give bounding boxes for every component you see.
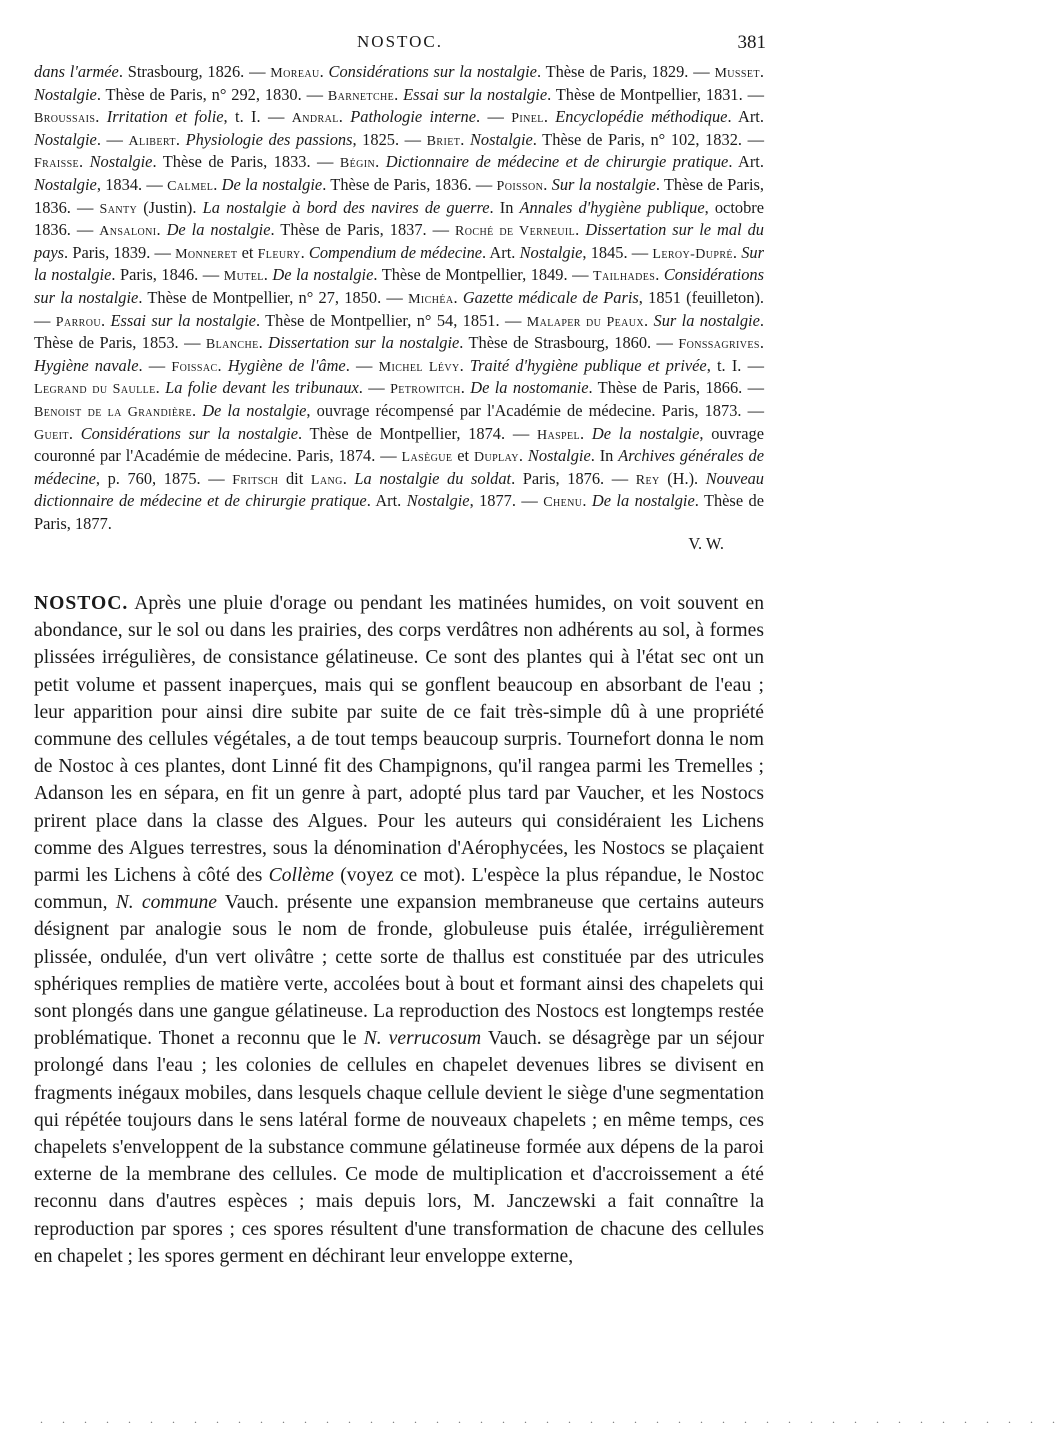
- bibliography-italic-run: Dictionnaire de médecine et de chirurgie pratique: [385, 152, 729, 172]
- bibliography-text-run: . In: [590, 446, 619, 466]
- bibliography-author-name: Pinel: [511, 111, 544, 127]
- bibliography-author-name: Parrou: [55, 314, 101, 330]
- bibliography-text-run: .: [263, 265, 273, 285]
- bibliography-author-name: Mutel: [223, 269, 264, 285]
- bibliography-author-name: Fritsch: [232, 472, 279, 488]
- bibliography-text-run: et: [237, 242, 258, 262]
- bibliography-author-name: Tailhades: [593, 269, 656, 285]
- bibliography-text-run: . Thèse de Paris, 1829. —: [536, 62, 715, 81]
- bibliography-italic-run: Encyclopédie méthodique: [555, 107, 728, 127]
- bibliography-text-run: .: [155, 378, 166, 398]
- bibliography-author-name: Fleury: [257, 246, 301, 262]
- bibliography-italic-run: La folie devant les tribunaux: [165, 378, 359, 398]
- bibliography-text-run: . In: [489, 197, 520, 217]
- bibliography-italic-run: Nostalgie: [34, 174, 97, 194]
- bibliography-author-name: Fraisse: [34, 156, 80, 172]
- bibliography-text-run: .: [759, 333, 764, 353]
- bibliography-text-run: .: [258, 333, 269, 353]
- bibliography-italic-run: Sur la nostalgie: [34, 242, 764, 285]
- article-text-run: Vauch. présente une expansion membraneuse que certains auteurs désignent par analogie sous le nom de fronde, globuleuse puis étalée, irrégulièrement plissée, ondulée, d'un vert olivâtre ; cette sorte de thallus est constituée par des utricules sphériques remplies de matière verte, accolées bout à bout et formant ainsi des chapelets qui sont plongés dans une gangue gélatineuse. La reproduction des Nostocs est longtemps restée problématique. Thonet a reconnu que le: [34, 892, 764, 1050]
- bibliography-text-run: .: [580, 423, 592, 443]
- bibliography-text-run: , 1845. —: [582, 242, 653, 262]
- bibliography-text-run: (H.).: [659, 468, 706, 488]
- bibliography-text-run: , ouvrage récompensé par l'Académie de médecine. Paris, 1873. —: [306, 400, 765, 420]
- bibliography-italic-run: Irritation et folie: [106, 107, 224, 127]
- bibliography-italic-run: dans l'armée: [34, 62, 119, 81]
- bibliography-author-name: Duplay: [473, 450, 519, 466]
- bibliography-italic-run: Nostalgie: [89, 152, 153, 172]
- bibliography-italic-run: Nostalgie: [527, 446, 591, 466]
- bibliography-text-run: , octobre 1836. —: [34, 197, 765, 240]
- bibliography-author-name: Lasègue: [401, 450, 453, 466]
- bibliography-author-name: Gueit: [34, 427, 69, 443]
- bibliography-text-run: .: [191, 400, 203, 420]
- bibliography-text-run: . Thèse de Strasbourg, 1860. —: [459, 333, 679, 353]
- bibliography-author-name: Andral: [291, 111, 339, 127]
- bibliography-text-run: . —: [96, 129, 129, 149]
- bibliography-text-run: . Paris, 1876. —: [511, 468, 636, 488]
- bibliography-text-run: . Art.: [728, 152, 764, 172]
- article-text-run: (voyez ce mot). L'espèce la plus répandue, le Nostoc commun,: [34, 865, 764, 914]
- bibliography-text-run: . Thèse de Paris, 1836. —: [322, 174, 497, 194]
- bibliography-text-run: . Thèse de Montpellier, n° 54, 1851. —: [255, 310, 527, 330]
- bibliography-author-name: Musset: [714, 66, 760, 81]
- bibliography-text: [34, 62, 764, 533]
- bibliography-author-name: Legrand du Saulle: [34, 382, 156, 398]
- bibliography-italic-run: Considérations sur la nostalgie: [34, 265, 764, 307]
- bibliography-text-run: (Justin).: [137, 197, 203, 217]
- bibliography-author-name: Michéa: [408, 291, 454, 307]
- bibliography-text-run: . Thèse de Paris, 1837. —: [270, 220, 456, 240]
- article-text-run: Après une pluie d'orage ou pendant les matinées humides, on voit souvent en abondance, sur le sol ou dans les prairies, des corps verdâtres non adhérents au sol, à formes plissées irrégulières, de consistance gélatineuse. Ce sont des plantes qui à l'état sec ont un petit volume et passent inaperçues, mais qui se gonflent beaucoup en absorbant de l'eau ; leur apparition pour ainsi dire subite par suite de ce fait très-simple dû à une propriété commune des cellules végétales, a de tout temps beaucoup surpris. Tournefort donna le nom de Nostoc à ces plantes, dont Linné fit des Champignons, qu'il rangea parmi les Tremelles ; Adanson les en sépara, en fit un genre à part, adopté plus tard par Vaucher, et les Nostocs prirent place dans la classe des Algues. Pour les auteurs qui considéraient les Lichens comme des Algues terrestres, sous la dénomination d'Aérophycées, les Nostocs se plaçaient parmi les Lichens à côté des: [34, 593, 764, 887]
- bibliography-text-run: . Thèse de Paris, 1866. —: [588, 378, 765, 398]
- bibliography-text-run: .: [68, 423, 81, 443]
- bibliography-text-run: .: [582, 491, 592, 511]
- bibliography-author-name: Blanche: [205, 337, 259, 353]
- bibliography-text-run: . Art.: [727, 107, 764, 127]
- bibliography-text-run: .: [518, 446, 528, 466]
- bibliography-text-run: . —: [475, 107, 512, 127]
- bibliography-italic-run: De la nostalgie: [591, 491, 695, 511]
- bibliography-italic-run: De la nostalgie: [166, 220, 271, 240]
- bibliography-text-run: .: [460, 129, 470, 149]
- bibliography-text-run: . Thèse de Paris, n° 292, 1830. —: [96, 84, 328, 104]
- bibliography-italic-run: Hygiène de l'âme: [227, 355, 346, 375]
- bibliography-author-name: Chenu: [543, 495, 583, 511]
- article-headword: NOSTOC.: [34, 593, 129, 614]
- bibliography-text-run: .: [655, 265, 664, 285]
- article-text-run: Vauch. se désagrège par un séjour prolongé dans l'eau ; les colonies de cellules en chapelet devenues libres se divisent en fragments inégaux mobiles, dans lesquels chaque cellule devient le siège d'une segmentation qui répétée toujours dans le sens latéral forme de nouveaux chapelets ; en même temps, ces chapelets s'enveloppent de la substance commune gélatineuse formée aux dépens de la paroi externe de la membrane des cellules. Ce mode de multiplication et d'accroissement a été reconnu dans d'autres espèces ; mais depuis lors, M. Janczewski a fait connaître la reproduction par spores ; ces spores résultent d'une transformation de chacune des cellules en chapelet ; les spores germent en déchirant leur enveloppe externe,: [34, 1028, 765, 1267]
- bibliography-text-run: . Art.: [482, 242, 520, 262]
- bibliography-text-run: .: [156, 220, 167, 240]
- bibliography-text-run: . —: [345, 355, 379, 375]
- bibliography-text-run: . Thèse de Montpellier, 1874. —: [297, 423, 537, 443]
- bibliography-author-name: Benoist de la Grandière: [34, 404, 192, 420]
- bibliography-text-run: . Thèse de Paris, 1833. —: [152, 152, 340, 172]
- bibliography-text-run: .: [394, 84, 404, 104]
- bibliography-text-run: . Thèse de Paris, 1877.: [34, 491, 764, 533]
- bibliography-italic-run: Considérations sur la nostalgie: [80, 423, 298, 443]
- bibliography-text-run: .: [644, 310, 654, 330]
- bibliography-text-run: , 1877. —: [469, 491, 544, 511]
- bibliography-text-run: .: [460, 378, 471, 398]
- bibliography-author-name: Michel Lévy: [378, 359, 460, 375]
- bibliography-author-name: Briet: [426, 133, 461, 149]
- bibliography-text-run: . Thèse de Paris, 1853. —: [34, 310, 764, 353]
- bibliography-italic-run: Traité d'hygiène publique et privée: [469, 355, 707, 375]
- bibliography-author-name: Broussais: [34, 111, 96, 127]
- bibliography-text-run: et: [452, 446, 474, 466]
- bibliography-text-run: . Thèse de Montpellier, n° 27, 1850. —: [138, 287, 409, 307]
- bibliography-author-name: Lang: [310, 472, 343, 488]
- bibliography-text-run: , p. 760, 1875. —: [95, 468, 233, 488]
- bibliography-text-run: . Thèse de Montpellier, 1849. —: [373, 265, 594, 285]
- bibliography-text-run: .: [175, 129, 186, 149]
- bibliography-text-run: , 1851 (feuilleton). —: [34, 287, 764, 330]
- bibliography-italic-run: Nostalgie: [519, 242, 583, 262]
- bibliography-author-name: Petrowitch: [390, 382, 461, 398]
- bibliography-author-name: Malaper du Peaux: [526, 314, 645, 330]
- bibliography-text-run: . Thèse de Montpellier, 1831. —: [547, 84, 764, 104]
- bibliography-italic-run: Annales d'hygiène publique: [519, 197, 705, 217]
- bibliography-author-name: Ansaloni: [99, 224, 157, 240]
- bibliography-author-name: Barnetche: [327, 88, 395, 104]
- bibliography-italic-run: De la nostalgie: [202, 400, 307, 420]
- bibliography-author-name: Fonssagrives: [678, 337, 760, 353]
- bibliography-italic-run: Sur la nostalgie: [551, 174, 656, 194]
- bibliography-block: [34, 62, 764, 555]
- bibliography-text-run: . Paris, 1846. —: [111, 265, 224, 285]
- bibliography-italic-run: Dissertation sur la nostalgie: [268, 333, 460, 353]
- bibliography-author-name: Foissac: [171, 359, 218, 375]
- bibliography-italic-run: Compendium de médecine: [308, 242, 483, 262]
- bibliography-italic-run: Dissertation sur le mal du pays: [34, 220, 765, 262]
- bibliography-text-run: . —: [138, 355, 172, 375]
- bibliography-italic-run: Physiologie des passions: [185, 129, 353, 149]
- bibliography-text-run: . Thèse de Paris, 1836. —: [34, 174, 764, 217]
- bibliography-italic-run: Essai sur la nostalgie: [110, 310, 256, 330]
- article-italic-run: N. verrucosum: [363, 1028, 482, 1050]
- bibliography-author-name: Alibert: [128, 133, 176, 149]
- bibliography-text-run: . Thèse de Paris, n° 102, 1832. —: [532, 129, 764, 149]
- bibliography-italic-run: Gazette médicale de Paris: [462, 287, 639, 307]
- bibliography-text-run: .: [543, 107, 556, 127]
- bibliography-text-run: .: [759, 62, 764, 81]
- signature-line: [34, 534, 764, 555]
- bibliography-author-name: Rey: [635, 472, 660, 488]
- bibliography-italic-run: Nouveau dictionnaire de médecine et de chirurgie pratique: [34, 468, 764, 511]
- bibliography-text-run: .: [300, 242, 309, 262]
- page-header: [0, 32, 800, 58]
- bibliography-text-run: . Paris, 1839. —: [64, 242, 176, 262]
- bibliography-italic-run: Hygiène navale: [34, 355, 139, 375]
- bibliography-text-run: .: [342, 468, 355, 488]
- bibliography-italic-run: Archives générales de médecine: [34, 446, 764, 488]
- bibliography-text-run: .: [543, 174, 552, 194]
- bibliography-italic-run: Sur la nostalgie: [653, 310, 760, 330]
- article-text: [34, 593, 764, 1267]
- bibliography-author-name: Bégin: [339, 156, 376, 172]
- bibliography-text-run: .: [79, 152, 90, 172]
- page-number: 381: [737, 32, 766, 53]
- bibliography-text-run: .: [453, 287, 463, 307]
- bibliography-text-run: .: [575, 220, 586, 240]
- bibliography-text-run: , 1825. —: [352, 129, 427, 149]
- bibliography-text-run: , ouvrage couronné par l'Académie de médecine. Paris, 1874. —: [34, 423, 764, 466]
- article-nostoc: [34, 590, 764, 1270]
- bibliography-text-run: , 1834. —: [96, 174, 168, 194]
- bibliography-italic-run: De la nostomanie: [470, 378, 589, 398]
- bibliography-italic-run: De la nostalgie: [272, 265, 374, 285]
- bibliography-author-name: Santy: [99, 201, 138, 217]
- bibliography-italic-run: La nostalgie du soldat: [354, 468, 512, 488]
- bibliography-italic-run: Nostalgie: [34, 129, 97, 149]
- running-title: NOSTOC.: [357, 32, 443, 51]
- bibliography-author-name: Calmel: [167, 178, 214, 194]
- bibliography-italic-run: Considérations sur la nostalgie: [328, 62, 537, 81]
- bibliography-italic-run: Essai sur la nostalgie: [403, 84, 548, 104]
- bibliography-text-run: .: [375, 152, 386, 172]
- bibliography-author-name: Leroy-Dupré: [652, 246, 733, 262]
- bibliography-text-run: .: [217, 355, 228, 375]
- article-italic-run: Collème: [268, 865, 334, 887]
- article-italic-run: N. commune: [115, 892, 217, 914]
- bibliography-text-run: dit: [278, 468, 311, 488]
- bibliography-italic-run: La nostalgie à bord des navires de guerre: [202, 197, 490, 217]
- bibliography-author-name: Haspel: [536, 427, 581, 443]
- bibliography-author-name: Moreau: [270, 66, 320, 81]
- bibliography-text-run: . Strasbourg, 1826. —: [118, 62, 271, 81]
- bibliography-italic-run: Nostalgie: [34, 84, 97, 104]
- bibliography-author-name: Poisson: [496, 178, 544, 194]
- page-bottom-artifacts: . . . . . . . . . . . . . . . . . . . . . . . . . . . . . . . . . . . . . . . . . . . . . . .: [40, 1412, 1063, 1426]
- bibliography-text-run: .: [213, 174, 222, 194]
- bibliography-text-run: , t. I. —: [223, 107, 292, 127]
- bibliography-author-name: Roché de Verneuil: [455, 224, 576, 240]
- bibliography-text-run: .: [95, 107, 107, 127]
- bibliography-text-run: . —: [358, 378, 391, 398]
- bibliography-text-run: .: [732, 242, 742, 262]
- bibliography-text-run: .: [459, 355, 470, 375]
- bibliography-text-run: .: [100, 310, 111, 330]
- bibliography-italic-run: Nostalgie: [469, 129, 533, 149]
- bibliography-text-run: .: [319, 62, 329, 81]
- bibliography-author-name: Monneret: [175, 246, 238, 262]
- bibliography-italic-run: De la nostalgie: [591, 423, 700, 443]
- bibliography-text-run: .: [338, 107, 351, 127]
- bibliography-italic-run: De la nostalgie: [221, 174, 323, 194]
- bibliography-text-run: , t. I. —: [706, 355, 765, 375]
- author-signature: V. W.: [688, 534, 724, 554]
- bibliography-italic-run: Nostalgie: [406, 491, 470, 511]
- bibliography-italic-run: Pathologie interne: [350, 107, 476, 127]
- bibliography-text-run: . Art.: [366, 491, 407, 511]
